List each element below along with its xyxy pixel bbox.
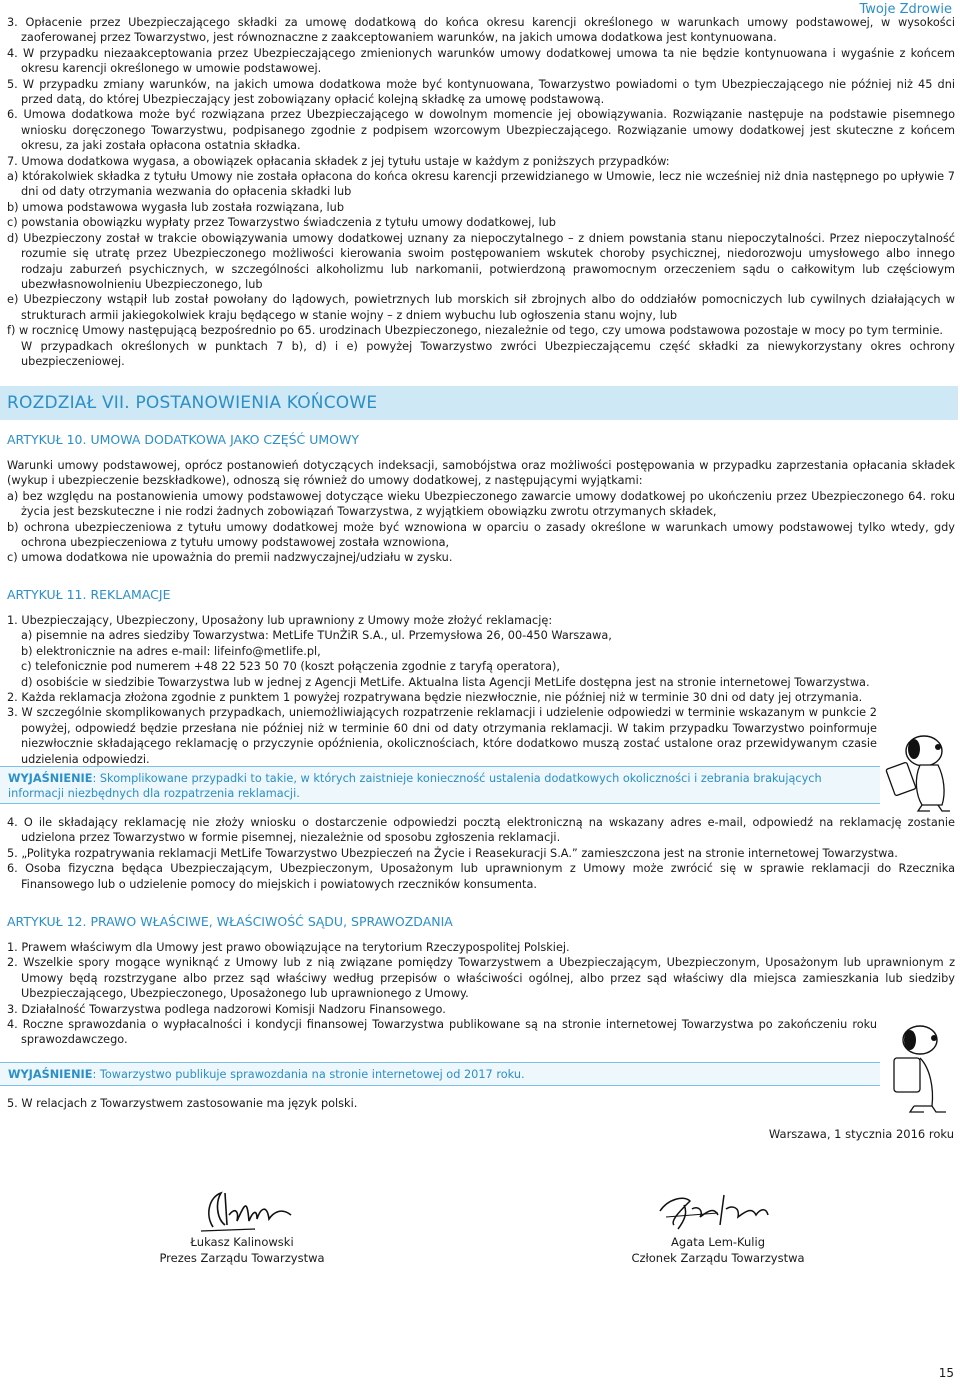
article-11-body-cont — [7, 815, 955, 892]
article-12-p3: 3. Działalność Towarzystwa podlega nadzorowi Komisji Nadzoru Finansowego. — [7, 1002, 446, 1016]
header-brand: Twoje Zdrowie — [859, 2, 952, 17]
paragraph-3: 3. Opłacenie przez Ubezpieczającego składki za umowę dodatkową do końca okresu karencji określonego w warunkach umowy podstawowej, w wysokości zaoferowanej przez Towarzystwo, jest równoznaczne z zaakceptowaniem warunków, na jakich umowa dodatkowa jest kontynuowana. — [7, 16, 955, 45]
paragraph-7c: c) powstania obowiązku wypłaty przez Towarzystwo świadczenia z tytułu umowy dodatkowej, lub — [7, 216, 556, 230]
paragraph-7f: f) w rocznicę Umowy następującą bezpośrednio po 65. urodzinach Ubezpieczonego, niezależnie od tego, czy umowa podstawowa pozostaje w mocy po tym terminie. — [7, 324, 943, 338]
article-11-p3: 3. W szczególnie skomplikowanych przypadkach, uniemożliwiających rozpatrzenie reklamacji i udzielenie odpowiedzi w terminie wskazanym w punkcie 2 powyżej, odpowiedź będzie przesłana nie później niż w terminie 60 dni od daty otrzymania reklamacji. W takim przypadku Towarzystwo poinformuje niezwłocznie składającego reklamację o przyczynie opóźnienia, okolicznościach, które dodatkowo muszą zostać ustalone oraz przewidywanym czasie udzielenia odpowiedzi. — [7, 706, 877, 766]
explanation-note-complaints — [0, 766, 880, 804]
article-11-p1c: c) telefonicznie pod numerem +48 22 523 50 70 (koszt połączenia zgodnie z taryfą operatora), — [21, 660, 561, 674]
article-11-p1b: b) elektronicznie na adres e-mail: lifeinfo@metlife.pl, — [21, 644, 321, 658]
cartoon-dog-reading-icon — [880, 725, 958, 815]
article-12-body — [7, 940, 955, 1048]
article-12-p1: 1. Prawem właściwym dla Umowy jest prawo obowiązujące na terytorium Rzeczypospolitej Polskiej. — [7, 941, 570, 954]
article-11-p5: 5. „Polityka rozpatrywania reklamacji MetLife Towarzystwo Ubezpieczeń na Życie i Reasekuracji S.A.” zamieszczona jest na stronie internetowej Towarzystwa. — [7, 846, 898, 860]
chapter-title: ROZDZIAŁ VII. POSTANOWIENIA KOŃCOWE — [7, 393, 378, 413]
article-11-p4: 4. O ile składający reklamację nie złoży wniosku o dostarczenie odpowiedzi pocztą elektroniczną na wskazany adres e-mail, odpowiedź na reklamację zostanie udzielona przez Towarzystwo w formie pisemnej, niezależnie od sposobu zgłoszenia reklamacji. — [7, 816, 955, 845]
article-11-title: ARTYKUŁ 11. REKLAMACJE — [7, 587, 171, 602]
article-12-title: ARTYKUŁ 12. PRAWO WŁAŚCIWE, WŁAŚCIWOŚĆ SĄDU, SPRAWOZDANIA — [7, 914, 453, 929]
article-11-p6: 6. Osoba fizyczna będąca Ubezpieczającym, Ubezpieczonym, Uposażonym lub uprawnionym z Umowy może zwrócić się w sprawie reklamacji do Rzecznika Finansowego lub o udzielenie pomocy do miejskich i powiatowych rzeczników konsumenta. — [7, 862, 955, 891]
article-11-p1: 1. Ubezpieczający, Ubezpieczony, Uposażony lub uprawniony z Umowy może złożyć reklamację: — [7, 614, 553, 627]
paragraph-7a: a) którakolwiek składka z tytułu Umowy nie została opłacona do końca okresu karencji przewidzianego w Umowie, lecz nie wcześniej niż dnia następnego po upływie 7 dni od daty otrzymania wezwania do opłacenia składki lub — [7, 170, 955, 199]
paragraph-7-end: W przypadkach określonych w punktach 7 b), d) i e) powyżej Towarzystwo zwróci Ubezpieczającemu część składki za niewykorzystany okres ochrony ubezpieczeniowej. — [21, 339, 955, 368]
paragraph-4: 4. W przypadku niezaakceptowania przez Ubezpieczającego zmienionych warunków umowy dodatkowej umowa ta nie będzie kontynuowana i wygaśnie z końcem okresu karencji określonego w umowie podstawowej. — [7, 46, 955, 76]
page-number: 15 — [938, 1366, 954, 1380]
paragraph-7: 7. Umowa dodatkowa wygasa, a obowiązek opłacania składek z jej tytułu ustaje w każdym z poniższych przypadków: — [7, 154, 670, 168]
article-12-p2: 2. Wszelkie spory mogące wyniknąć z Umowy lub z nią związane pomiędzy Towarzystwem a Ubezpieczającym, Ubezpieczonym, Uposażonym lub uprawnionym z Umowy będą rozstrzygane albo przez sąd właściwy według przepisów o właściwości ogólnej, albo przez sąd właściwy dla miejsca zamieszkania lub siedziby Ubezpieczającego, Ubezpieczonego, Uposażonego lub uprawnionego z Umowy. — [7, 956, 955, 1001]
cartoon-dog-tablet-icon — [880, 1018, 958, 1118]
paragraph-5: 5. W przypadku zmiany warunków, na jakich umowa dodatkowa może być kontynuowana, Towarzystwo powiadomi o tym Ubezpieczającego nie później niż 45 dni przed datą, do której Ubezpieczający jest zobowiązany opłacić kolejną składkę za umowę podstawową. — [7, 77, 955, 107]
explanation-text: : Skomplikowane przypadki to takie, w których zaistnieje konieczność ustalenia dodatkowych okoliczności i zebrania brakujących informacji niezbędnych dla rozpatrzenia reklamacji. — [8, 772, 822, 801]
chapter-banner — [0, 386, 958, 420]
paragraph-7e: e) Ubezpieczony wstąpił lub został powołany do lądowych, powietrznych lub morskich sił zbrojnych albo do oddziałów pomocniczych lub cywilnych działających w strukturach armii jakiegokolwiek kraju będącego w stanie wojny – z dniem wybuchu lub ogłoszenia stanu wojny, lub — [7, 293, 955, 322]
signatory-1-name: Łukasz Kalinowski — [190, 1235, 294, 1249]
article-12-p5: 5. W relacjach z Towarzystwem zastosowanie ma język polski. — [7, 1097, 358, 1110]
explanation-text: : Towarzystwo publikuje sprawozdania na stronie internetowej od 2017 roku. — [92, 1068, 525, 1081]
paragraph-7b: b) umowa podstawowa wygasła lub została rozwiązana, lub — [7, 200, 345, 214]
explanation-label: WYJAŚNIENIE — [8, 772, 93, 785]
article-11-body — [7, 613, 955, 767]
paragraph-7d: d) Ubezpieczony został w trakcie obowiązywania umowy dodatkowej uznany za niepoczytalnego – z dniem powstania stanu niepoczytalności. Przez niepoczytalność rozumie się utratę przez Ubezpieczonego możliwości kierowania swoim postępowaniem wskutek choroby psychicznej, niedorozwoju umysłowego albo innego rodzaju zaburzeń psychicznych, w szczególności alkoholizmu lub narkomanii, potwierdzoną prawomocnym orzeczeniem sądu o całkowitym lub częściowym ubezwłasnowolnieniu Ubezpieczonego, lub — [7, 231, 955, 291]
signature-lem-kulig — [640, 1185, 790, 1237]
place-date: Warszawa, 1 stycznia 2016 roku — [768, 1127, 954, 1141]
article-12-body-cont — [7, 1096, 955, 1111]
signatory-1-role: Prezes Zarządu Towarzystwa — [159, 1251, 325, 1265]
article-10-title: ARTYKUŁ 10. UMOWA DODATKOWA JAKO CZĘŚĆ UMOWY — [7, 432, 360, 447]
top-section — [7, 15, 955, 369]
article-10-intro: Warunki umowy podstawowej, oprócz postanowień dotyczących indeksacji, samobójstwa oraz możliwości postępowania w przypadku zaprzestania opłacania składek (wykup i ubezpieczenie bezskładkowe), odnoszą się również do umowy dodatkowej, z następującymi wyjątkami: — [7, 459, 955, 488]
article-11-p1d: d) osobiście w siedzibie Towarzystwa lub w jednej z Agencji MetLife. Aktualna lista Agencji MetLife dostępna jest na stronie internetowej Towarzystwa. — [21, 675, 870, 689]
explanation-note-reports — [0, 1062, 880, 1086]
signatory-2-name: Agata Lem-Kulig — [670, 1235, 765, 1249]
paragraph-6: 6. Umowa dodatkowa może być rozwiązana przez Ubezpieczającego w dowolnym momencie jej obowiązywania. Rozwiązanie następuje na podstawie pisemnego wniosku doręczonego Towarzystwu, podpisanego zgodnie z podpisem wzorcowym Ubezpieczającego. Rozwiązanie umowy dodatkowej jest skuteczne z końcem okresu, za jaki została opłacona ostatnia składka. — [7, 108, 955, 153]
article-10-item-c: c) umowa dodatkowa nie upoważnia do premii nadzwyczajnej/udziału w zysku. — [7, 551, 453, 565]
explanation-label: WYJAŚNIENIE — [8, 1068, 93, 1081]
signature-kalinowski — [195, 1185, 305, 1237]
article-10-item-b: b) ochrona ubezpieczeniowa z tytułu umowy dodatkowej może być wznowiona w oparciu o zasady określone w warunkach umowy podstawowej tylko wtedy, gdy ochrona ubezpieczeniowa z tytułu umowy podstawowej została wznowiona, — [7, 520, 955, 550]
signatory-2 — [618, 1234, 818, 1266]
article-10-body — [7, 458, 955, 566]
article-11-p1a: a) pisemnie na adres siedziby Towarzystwa: MetLife TUnŻiR S.A., ul. Przemysłowa 26, 00-450 Warszawa, — [21, 629, 612, 643]
signatory-1 — [142, 1234, 342, 1266]
article-10-item-a: a) bez względu na postanowienia umowy podstawowej dotyczące wieku Ubezpieczonego zawarcie umowy dodatkowej po ukończeniu przez Ubezpieczonego 64. roku życia jest bezskuteczne i nie rodzi żadnych zobowiązań Towarzystwa, z wyjątkiem obowiązku zwrotu otrzymanych składek, — [7, 489, 955, 519]
article-11-p2: 2. Każda reklamacja złożona zgodnie z punktem 1 powyżej rozpatrywana będzie niezwłocznie, nie później niż w terminie 30 dni od daty jej otrzymania. — [7, 691, 863, 705]
article-12-p4: 4. Roczne sprawozdania o wypłacalności i kondycji finansowej Towarzystwa publikowane są na stronie internetowej Towarzystwa po zakończeniu roku sprawozdawczego. — [7, 1018, 877, 1047]
signatory-2-role: Członek Zarządu Towarzystwa — [631, 1251, 805, 1265]
